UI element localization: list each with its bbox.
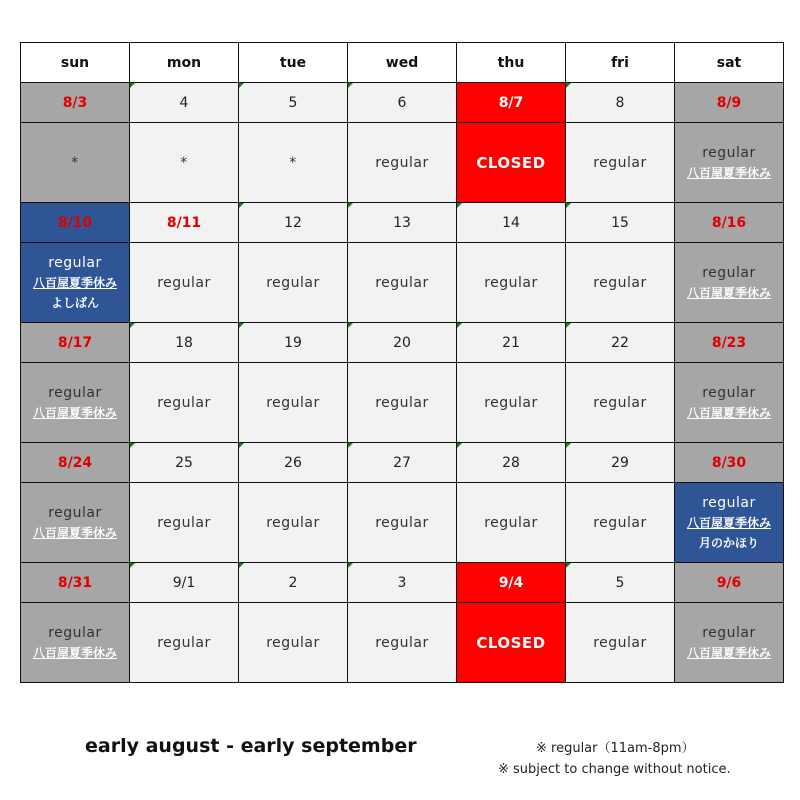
date-cell — [675, 83, 784, 123]
corner-marker-icon — [130, 443, 135, 448]
content-cell — [348, 123, 457, 203]
date-cell — [21, 443, 130, 483]
schedule-text: regular — [593, 274, 647, 291]
schedule-text: regular — [484, 514, 538, 531]
date-label: 13 — [393, 214, 411, 231]
date-cell — [457, 203, 566, 243]
date-cell — [457, 323, 566, 363]
schedule-text: regular — [48, 504, 102, 521]
weekday-header: thu — [457, 43, 566, 83]
date-row — [21, 203, 784, 243]
corner-marker-icon — [566, 563, 571, 568]
content-cell — [457, 603, 566, 683]
date-cell — [130, 323, 239, 363]
date-label: 5 — [288, 94, 298, 111]
content-cell — [21, 243, 130, 323]
date-label: 27 — [393, 454, 411, 471]
content-cell — [348, 243, 457, 323]
content-row — [21, 243, 784, 323]
content-cell — [566, 243, 675, 323]
content-cell — [457, 363, 566, 443]
corner-marker-icon — [457, 443, 462, 448]
date-label: 4 — [179, 94, 189, 111]
date-label: 18 — [175, 334, 193, 351]
content-cell — [675, 243, 784, 323]
date-label: 28 — [502, 454, 520, 471]
date-cell — [348, 83, 457, 123]
corner-marker-icon — [130, 323, 135, 328]
date-cell — [675, 323, 784, 363]
holiday-note-link[interactable]: 八百屋夏季休み — [686, 165, 771, 180]
date-label: 19 — [284, 334, 302, 351]
event-note: 月のかほり — [698, 535, 759, 550]
schedule-text: regular — [593, 394, 647, 411]
date-cell — [566, 83, 675, 123]
schedule-text: regular — [48, 254, 102, 271]
schedule-text: regular — [266, 634, 320, 651]
date-label: 8/10 — [57, 214, 93, 231]
date-cell — [239, 323, 348, 363]
event-note: よしばん — [50, 295, 99, 310]
date-label: 8/11 — [166, 214, 202, 231]
date-cell — [21, 323, 130, 363]
content-cell — [457, 123, 566, 203]
schedule-text: regular — [702, 144, 756, 161]
date-label: 8/3 — [62, 94, 88, 111]
schedule-text: regular — [375, 634, 429, 651]
date-cell — [130, 563, 239, 603]
holiday-note-link[interactable]: 八百屋夏季休み — [32, 275, 117, 290]
weekday-header: sat — [675, 43, 784, 83]
closed-label: CLOSED — [476, 153, 546, 172]
date-cell — [675, 443, 784, 483]
schedule-text: regular — [702, 624, 756, 641]
date-label: 12 — [284, 214, 302, 231]
content-cell — [566, 363, 675, 443]
schedule-text: regular — [157, 274, 211, 291]
schedule-text: regular — [266, 514, 320, 531]
schedule-text: regular — [157, 634, 211, 651]
weekday-header: sun — [21, 43, 130, 83]
corner-marker-icon — [566, 83, 571, 88]
corner-marker-icon — [566, 443, 571, 448]
date-label: 9/4 — [498, 574, 524, 591]
holiday-note-link[interactable]: 八百屋夏季休み — [32, 405, 117, 420]
content-cell — [239, 243, 348, 323]
content-row — [21, 603, 784, 683]
content-cell — [21, 603, 130, 683]
date-label: 22 — [611, 334, 629, 351]
content-row — [21, 123, 784, 203]
date-cell — [21, 83, 130, 123]
schedule-text: * — [180, 154, 188, 171]
content-row — [21, 363, 784, 443]
schedule-text: * — [71, 154, 79, 171]
hours-note: ※ regular（11am-8pm） — [536, 741, 695, 756]
corner-marker-icon — [566, 323, 571, 328]
content-cell — [675, 363, 784, 443]
date-cell — [239, 443, 348, 483]
corner-marker-icon — [566, 203, 571, 208]
date-label: 5 — [615, 574, 625, 591]
content-row — [21, 483, 784, 563]
date-label: 26 — [284, 454, 302, 471]
schedule-text: regular — [484, 274, 538, 291]
corner-marker-icon — [348, 563, 353, 568]
date-label: 8/7 — [498, 94, 524, 111]
corner-marker-icon — [457, 203, 462, 208]
date-cell — [130, 83, 239, 123]
schedule-text: regular — [593, 634, 647, 651]
date-row — [21, 323, 784, 363]
date-label: 8/31 — [57, 574, 93, 591]
schedule-text: regular — [157, 394, 211, 411]
calendar-table — [20, 42, 784, 683]
schedule-text: regular — [375, 154, 429, 171]
date-cell — [566, 443, 675, 483]
schedule-text: regular — [702, 494, 756, 511]
date-cell — [457, 443, 566, 483]
content-cell — [675, 123, 784, 203]
content-cell — [239, 123, 348, 203]
holiday-note-link[interactable]: 八百屋夏季休み — [32, 525, 117, 540]
date-label: 25 — [175, 454, 193, 471]
schedule-text: regular — [702, 264, 756, 281]
holiday-note-link[interactable]: 八百屋夏季休み — [686, 515, 771, 530]
content-cell — [566, 123, 675, 203]
date-label: 8/23 — [711, 334, 747, 351]
corner-marker-icon — [239, 203, 244, 208]
schedule-text: regular — [375, 394, 429, 411]
schedule-text: regular — [484, 394, 538, 411]
date-cell — [130, 443, 239, 483]
date-label: 9/6 — [716, 574, 742, 591]
corner-marker-icon — [239, 323, 244, 328]
content-cell — [239, 483, 348, 563]
date-cell — [566, 203, 675, 243]
content-cell — [675, 483, 784, 563]
corner-marker-icon — [348, 203, 353, 208]
content-cell — [130, 123, 239, 203]
corner-marker-icon — [130, 83, 135, 88]
date-cell — [130, 203, 239, 243]
corner-marker-icon — [348, 443, 353, 448]
closed-label: CLOSED — [476, 633, 546, 652]
date-row — [21, 83, 784, 123]
schedule-text: regular — [593, 154, 647, 171]
change-notice: ※ subject to change without notice. — [498, 762, 731, 777]
date-label: 8/9 — [716, 94, 742, 111]
content-cell — [21, 363, 130, 443]
weekday-header-row — [21, 43, 784, 83]
date-cell — [566, 323, 675, 363]
date-cell — [21, 203, 130, 243]
date-label: 15 — [611, 214, 629, 231]
content-cell — [130, 603, 239, 683]
date-cell — [675, 203, 784, 243]
schedule-text: regular — [48, 624, 102, 641]
date-cell — [675, 563, 784, 603]
date-row — [21, 443, 784, 483]
content-cell — [566, 603, 675, 683]
schedule-period-title: early august - early september — [85, 735, 417, 757]
content-cell — [130, 363, 239, 443]
date-label: 6 — [397, 94, 407, 111]
date-row — [21, 563, 784, 603]
corner-marker-icon — [239, 83, 244, 88]
date-label: 29 — [611, 454, 629, 471]
date-label: 2 — [288, 574, 298, 591]
date-cell — [566, 563, 675, 603]
schedule-text: * — [289, 154, 297, 171]
content-cell — [21, 123, 130, 203]
schedule-text: regular — [266, 274, 320, 291]
corner-marker-icon — [457, 323, 462, 328]
content-cell — [457, 243, 566, 323]
date-label: 8/24 — [57, 454, 93, 471]
content-cell — [348, 603, 457, 683]
schedule-text: regular — [266, 394, 320, 411]
date-label: 3 — [397, 574, 407, 591]
schedule-text: regular — [375, 274, 429, 291]
weekday-header: wed — [348, 43, 457, 83]
date-cell — [21, 563, 130, 603]
date-cell — [239, 563, 348, 603]
weekday-header: tue — [239, 43, 348, 83]
content-cell — [348, 483, 457, 563]
corner-marker-icon — [348, 83, 353, 88]
date-label: 8/16 — [711, 214, 747, 231]
date-label: 14 — [502, 214, 520, 231]
content-cell — [239, 363, 348, 443]
content-cell — [21, 483, 130, 563]
schedule-text: regular — [375, 514, 429, 531]
date-cell — [457, 563, 566, 603]
holiday-note-link[interactable]: 八百屋夏季休み — [686, 405, 771, 420]
date-label: 21 — [502, 334, 520, 351]
holiday-note-link[interactable]: 八百屋夏季休み — [686, 285, 771, 300]
schedule-text: regular — [593, 514, 647, 531]
date-label: 8/17 — [57, 334, 93, 351]
schedule-text: regular — [48, 384, 102, 401]
content-cell — [348, 363, 457, 443]
weekday-header: mon — [130, 43, 239, 83]
weekday-header: fri — [566, 43, 675, 83]
date-label: 8 — [615, 94, 625, 111]
date-cell — [239, 83, 348, 123]
schedule-text: regular — [702, 384, 756, 401]
date-label: 20 — [393, 334, 411, 351]
date-cell — [348, 203, 457, 243]
date-cell — [348, 563, 457, 603]
content-cell — [130, 243, 239, 323]
schedule-text: regular — [157, 514, 211, 531]
content-cell — [675, 603, 784, 683]
date-label: 8/30 — [711, 454, 747, 471]
date-label: 9/1 — [172, 574, 196, 591]
corner-marker-icon — [130, 563, 135, 568]
content-cell — [566, 483, 675, 563]
holiday-note-link[interactable]: 八百屋夏季休み — [32, 645, 117, 660]
date-cell — [239, 203, 348, 243]
date-cell — [348, 443, 457, 483]
corner-marker-icon — [348, 323, 353, 328]
content-cell — [457, 483, 566, 563]
corner-marker-icon — [239, 563, 244, 568]
content-cell — [130, 483, 239, 563]
corner-marker-icon — [239, 443, 244, 448]
holiday-note-link[interactable]: 八百屋夏季休み — [686, 645, 771, 660]
content-cell — [239, 603, 348, 683]
date-cell — [348, 323, 457, 363]
date-cell — [457, 83, 566, 123]
